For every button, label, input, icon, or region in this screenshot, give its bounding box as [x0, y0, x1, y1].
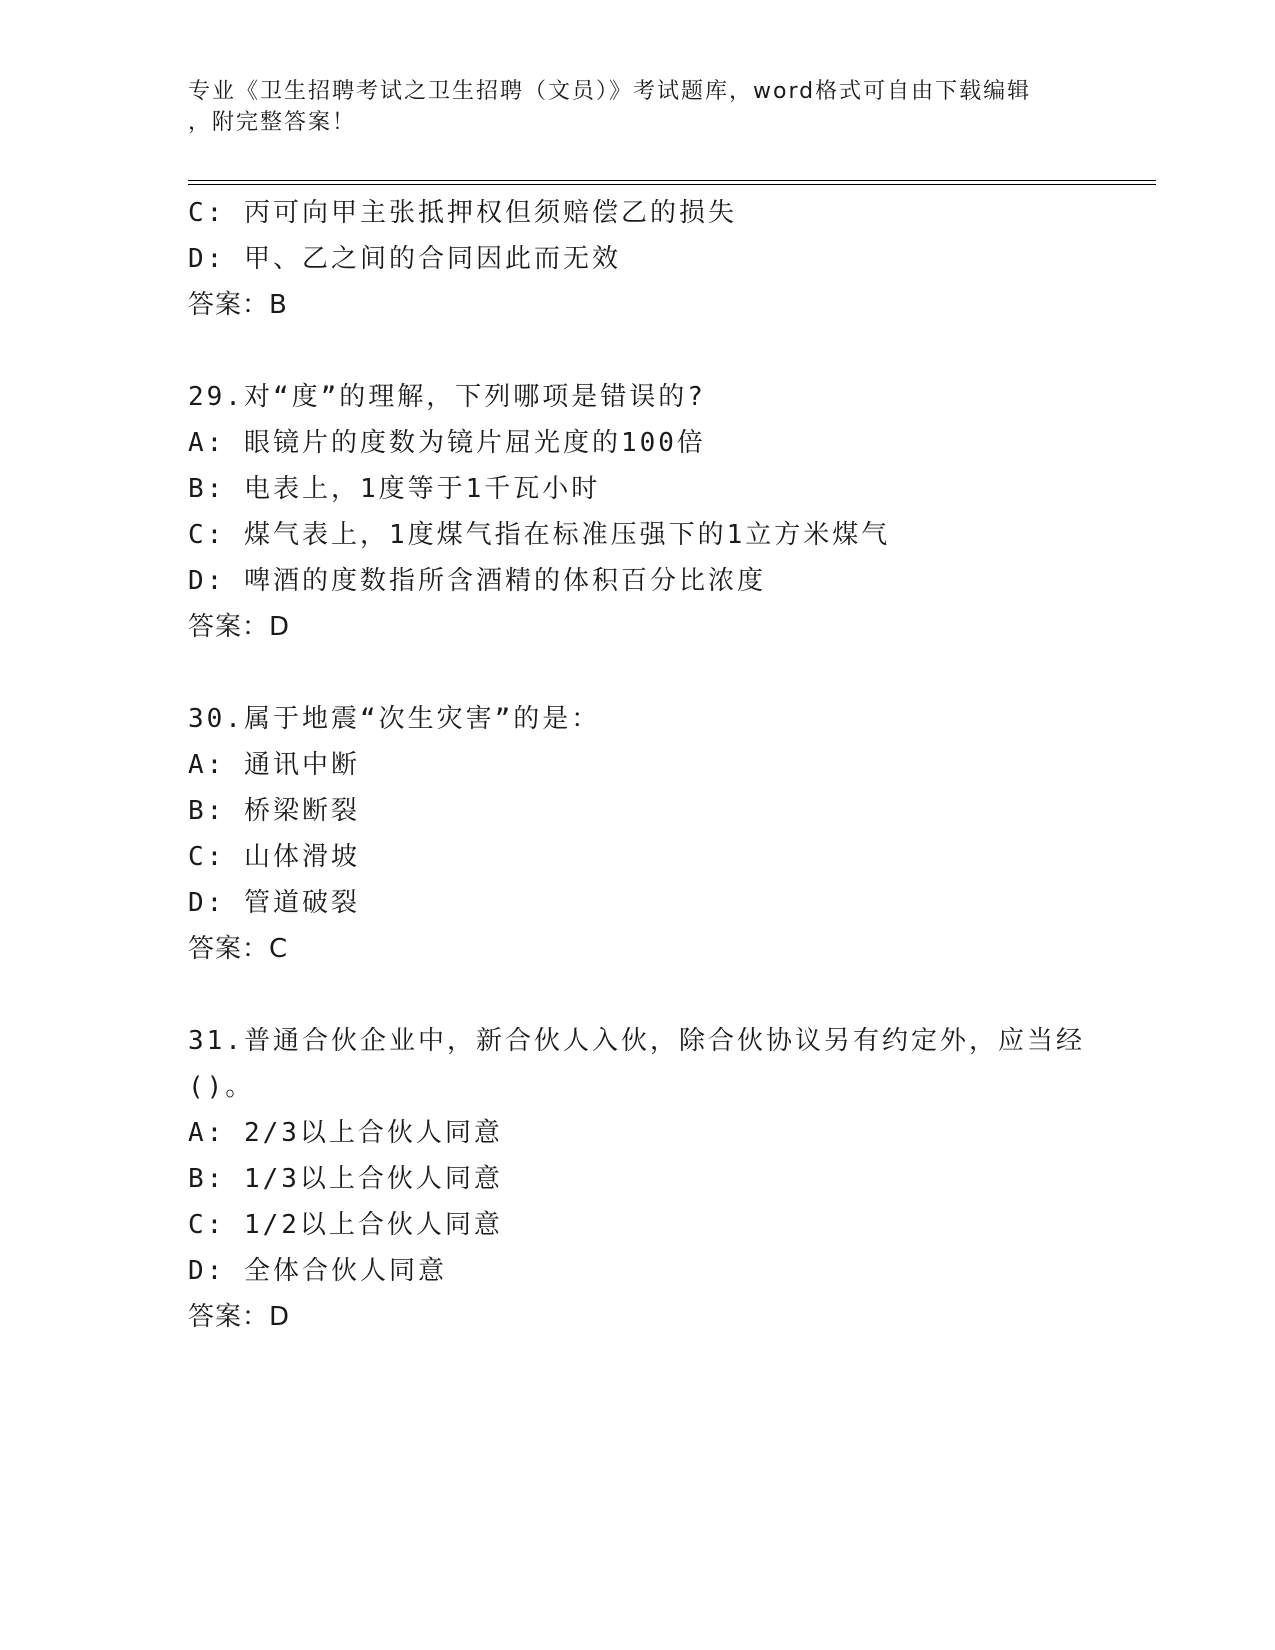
- question-stem: 30.属于地震“次生灾害”的是：: [188, 704, 601, 734]
- option-d: D: 啤酒的度数指所含酒精的体积百分比浓度: [188, 566, 766, 596]
- question-stem-continued: ()。: [188, 1072, 255, 1102]
- header-divider-bottom: [188, 184, 1156, 185]
- answer-line: 答案：D: [188, 612, 291, 642]
- question-28-tail: [188, 190, 1148, 328]
- answer-line: 答案：C: [188, 934, 289, 964]
- answer-line: 答案：B: [188, 290, 288, 320]
- option-a: A: 2/3以上合伙人同意: [188, 1118, 503, 1148]
- document-header: [188, 76, 1088, 138]
- option-b: B: 1/3以上合伙人同意: [188, 1164, 503, 1194]
- option-d: D: 全体合伙人同意: [188, 1256, 447, 1286]
- option-c: C: 煤气表上，1度煤气指在标准压强下的1立方米煤气: [188, 520, 891, 550]
- header-divider-top: [188, 180, 1156, 181]
- option-a: A: 眼镜片的度数为镜片屈光度的100倍: [188, 428, 706, 458]
- question-spacer: [188, 328, 1148, 374]
- option-b: B: 桥梁断裂: [188, 796, 360, 826]
- option-d: D: 管道破裂: [188, 888, 360, 918]
- question-stem: 29.对“度”的理解，下列哪项是错误的?: [188, 382, 706, 412]
- option-c: C: 山体滑坡: [188, 842, 360, 872]
- question-stem: 31.普通合伙企业中，新合伙人入伙，除合伙协议另有约定外，应当经: [188, 1026, 1085, 1056]
- header-line-2: ，附完整答案！: [188, 110, 357, 135]
- question-29: [188, 374, 1148, 650]
- question-spacer: [188, 650, 1148, 696]
- header-line-1: 专业《卫生招聘考试之卫生招聘（文员）》考试题库，word格式可自由下载编辑: [188, 79, 1032, 104]
- question-31: [188, 1018, 1148, 1340]
- option-b: B: 电表上，1度等于1千瓦小时: [188, 474, 601, 504]
- question-list: [188, 190, 1148, 1340]
- option-d: D: 甲、乙之间的合同因此而无效: [188, 244, 621, 274]
- question-spacer: [188, 972, 1148, 1018]
- option-a: A: 通讯中断: [188, 750, 360, 780]
- question-30: [188, 696, 1148, 972]
- answer-line: 答案：D: [188, 1302, 291, 1332]
- option-c: C: 丙可向甲主张抵押权但须赔偿乙的损失: [188, 198, 737, 228]
- option-c: C: 1/2以上合伙人同意: [188, 1210, 503, 1240]
